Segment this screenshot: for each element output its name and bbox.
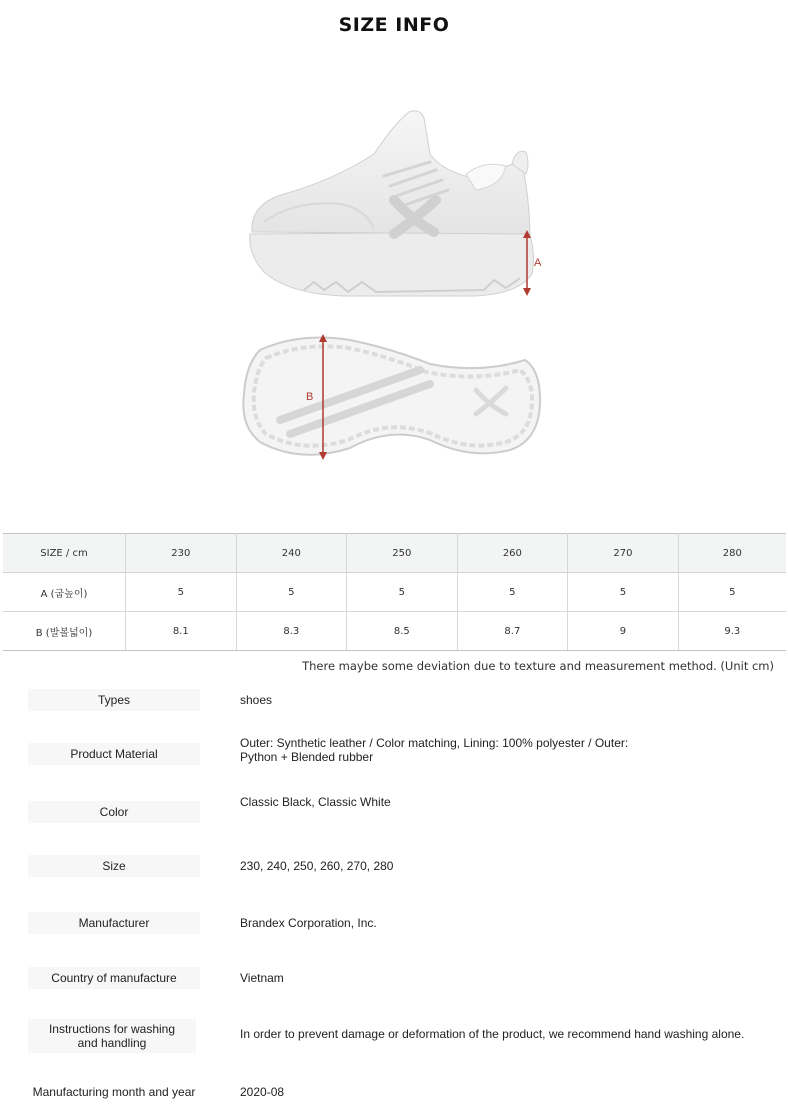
size-table-cell: 9 <box>568 612 679 651</box>
info-label-washing: Instructions for washing and handling <box>28 1019 196 1053</box>
size-table <box>3 533 786 651</box>
info-value-country: Vietnam <box>240 971 284 985</box>
size-table-header-cell: 280 <box>678 534 786 573</box>
measurement-note: There maybe some deviation due to texture and measurement method. (Unit cm) <box>302 659 774 673</box>
info-value-material: Outer: Synthetic leather / Color matching, Lining: 100% polyester / Outer: Python + Blended rubber <box>240 736 629 764</box>
size-table-header-cell: 230 <box>126 534 237 573</box>
size-table-cell: 8.3 <box>236 612 347 651</box>
size-table-header-cell: 260 <box>457 534 568 573</box>
size-table-header-cell: 250 <box>347 534 458 573</box>
info-label-types: Types <box>28 689 200 711</box>
size-table-row-a <box>3 573 786 612</box>
size-table-cell: 8.1 <box>126 612 237 651</box>
info-value-size: 230, 240, 250, 260, 270, 280 <box>240 859 394 873</box>
size-table-header-row <box>3 534 786 573</box>
size-table-cell: 5 <box>678 573 786 612</box>
size-table-cell: 5 <box>236 573 347 612</box>
info-label-size: Size <box>28 855 200 877</box>
size-table-cell: 5 <box>347 573 458 612</box>
size-table-header-cell: SIZE / cm <box>3 534 126 573</box>
size-table-row-b <box>3 612 786 651</box>
size-table-cell: 5 <box>126 573 237 612</box>
info-label-manufacturer: Manufacturer <box>28 912 200 934</box>
info-value-manufacturing-date: 2020-08 <box>240 1085 285 1099</box>
info-value-color: Classic Black, Classic White <box>240 795 391 809</box>
size-table-cell: 8.5 <box>347 612 458 651</box>
size-table-header-cell: 240 <box>236 534 347 573</box>
shoe-sole-view-image <box>240 330 550 462</box>
measure-a-label: A <box>534 257 542 269</box>
size-table-cell: 8.7 <box>457 612 568 651</box>
info-label-country: Country of manufacture <box>28 967 200 989</box>
info-value-types: shoes <box>240 693 273 707</box>
size-table-header-cell: 270 <box>568 534 679 573</box>
page-title: SIZE INFO <box>338 14 450 36</box>
size-table-cell: 9.3 <box>678 612 786 651</box>
size-table-cell: A (굽높이) <box>3 573 126 612</box>
size-table-cell: B (발볼넓이) <box>3 612 126 651</box>
info-label-manufacturing-date: Manufacturing month and year <box>28 1081 200 1103</box>
size-table-cell: 5 <box>568 573 679 612</box>
shoe-side-view-image <box>244 104 554 304</box>
info-label-color: Color <box>28 801 200 823</box>
info-value-washing: In order to prevent damage or deformation of the product, we recommend hand washing alone. <box>240 1027 745 1041</box>
info-label-material: Product Material <box>28 743 200 765</box>
size-table-cell: 5 <box>457 573 568 612</box>
info-value-manufacturer: Brandex Corporation, Inc. <box>240 916 377 930</box>
measure-b-label: B <box>306 391 314 403</box>
